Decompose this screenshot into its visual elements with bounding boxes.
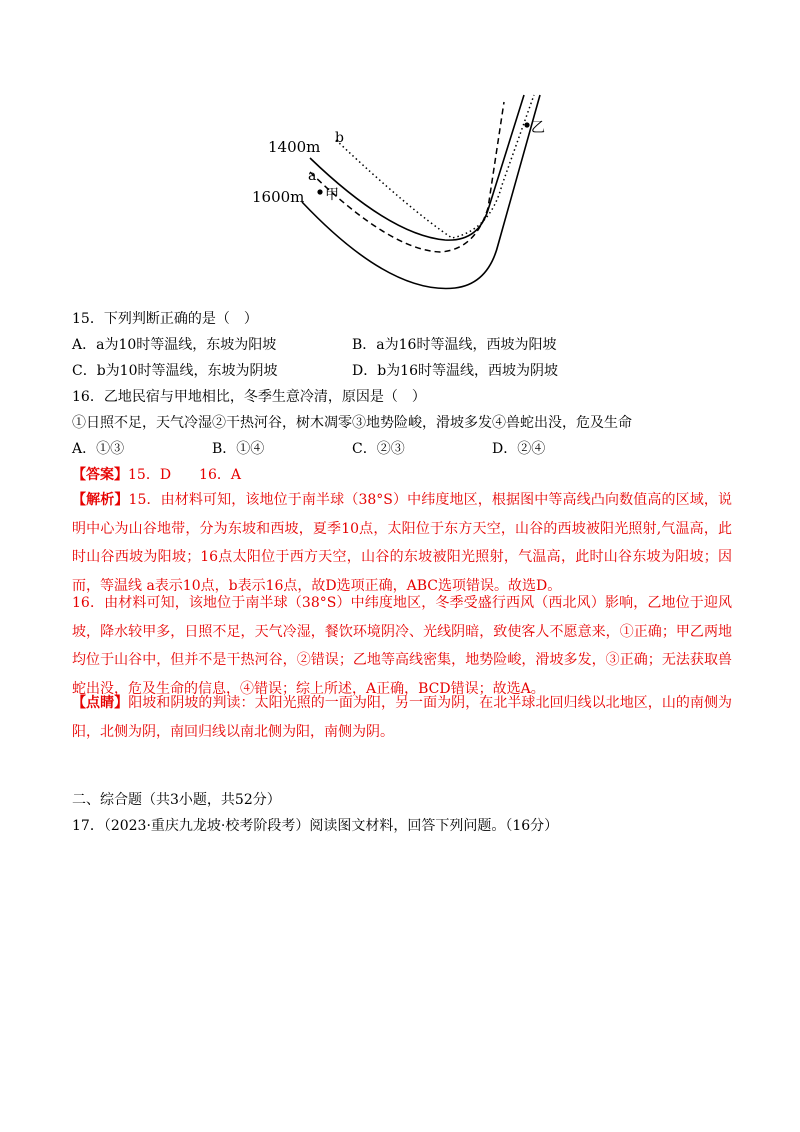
q16-option-d: D．②④ [492, 441, 546, 457]
tip-text: 阳坡和阴坡的判读：太阳光照的一面为阳，另一面为阴，在北半球北回归线以北地区，山的南侧为阳，北侧为阴，南回归线以南北侧为阳，南侧为阴。 [72, 695, 733, 740]
question-15-stem: 15．下列判断正确的是（ ） [72, 311, 258, 327]
label-1400m: 1400m [268, 138, 321, 156]
label-a: a [308, 168, 317, 184]
tip-label: 【点睛】 [72, 695, 129, 711]
q15-option-d: D．b为16时等温线，西坡为阴坡 [352, 363, 559, 379]
q15-option-c: C．b为10时等温线，东坡为阴坡 [72, 363, 278, 379]
label-b: b [335, 130, 344, 146]
label-1600m: 1600m [252, 188, 305, 206]
question-17-stem: 17．（2023·重庆九龙坡·校考阶段考）阅读图文材料，回答下列问题。（16分） [72, 818, 559, 834]
question-16-items: ①日照不足，天气冷湿②干热河谷，树木凋零③地势险峻，滑坡多发④兽蛇出没，危及生命 [72, 415, 632, 431]
label-jia: 甲 [325, 187, 339, 203]
label-yi: 乙 [531, 120, 545, 136]
point-yi [524, 122, 529, 127]
answer-line [72, 465, 241, 485]
analysis-label: 【解析】 [72, 492, 129, 508]
q15-option-b: B．a为16时等温线，西坡为阳坡 [352, 337, 557, 353]
contour-line-1400m [310, 95, 524, 240]
answer-text: 15．D 16．A [128, 467, 241, 483]
section-2-title: 二、综合题（共3小题，共52分） [72, 792, 281, 808]
question-16-stem: 16．乙地民宿与甲地相比，冬季生意冷清，原因是（ ） [72, 389, 426, 405]
q15-option-a: A．a为10时等温线，东坡为阳坡 [72, 337, 277, 353]
q16-option-c: C．②③ [352, 441, 405, 457]
tip-paragraph [72, 689, 732, 746]
q16-option-b: B．①④ [212, 441, 265, 457]
analysis-15 [72, 486, 732, 600]
analysis-15-text: 15．由材料可知，该地位于南半球（38°S）中纬度地区，根据图中等高线凸向数值高的区域，说明中心为山谷地带，分为东坡和西坡，夏季10点，太阳位于东方天空，山谷的西坡被阳光照射,气温高，此时山谷西坡为阳坡；16点太阳位于西方天空，山谷的东坡被阳光照射，气温高，此时山谷东坡为阳坡；因而，等温线 a表示10点，b表示16点，故D选项正确，ABC选项错误。故选D。 [72, 492, 733, 594]
isotherm-b-dotted [336, 95, 534, 238]
contour-figure [240, 90, 560, 305]
point-jia [317, 189, 322, 194]
answer-label: 【答案】 [72, 467, 128, 483]
analysis-16: 16．由材料可知，该地位于南半球（38°S）中纬度地区，冬季受盛行西风（西北风）影响，乙地位于迎风坡，降水较甲多，日照不足，天气冷湿，餐饮环境阴冷、光线阴暗，致使客人不愿意来，①正确；甲乙两地均位于山谷中，但并不是干热河谷，②错误；乙地等高线密集，地势险峻，滑坡多发，③正确；无法获取兽蛇出没，危及生命的信息，④错误；综上所述，A正确，BCD错误；故选A。 [72, 595, 732, 697]
q16-option-a: A．①③ [72, 441, 125, 457]
